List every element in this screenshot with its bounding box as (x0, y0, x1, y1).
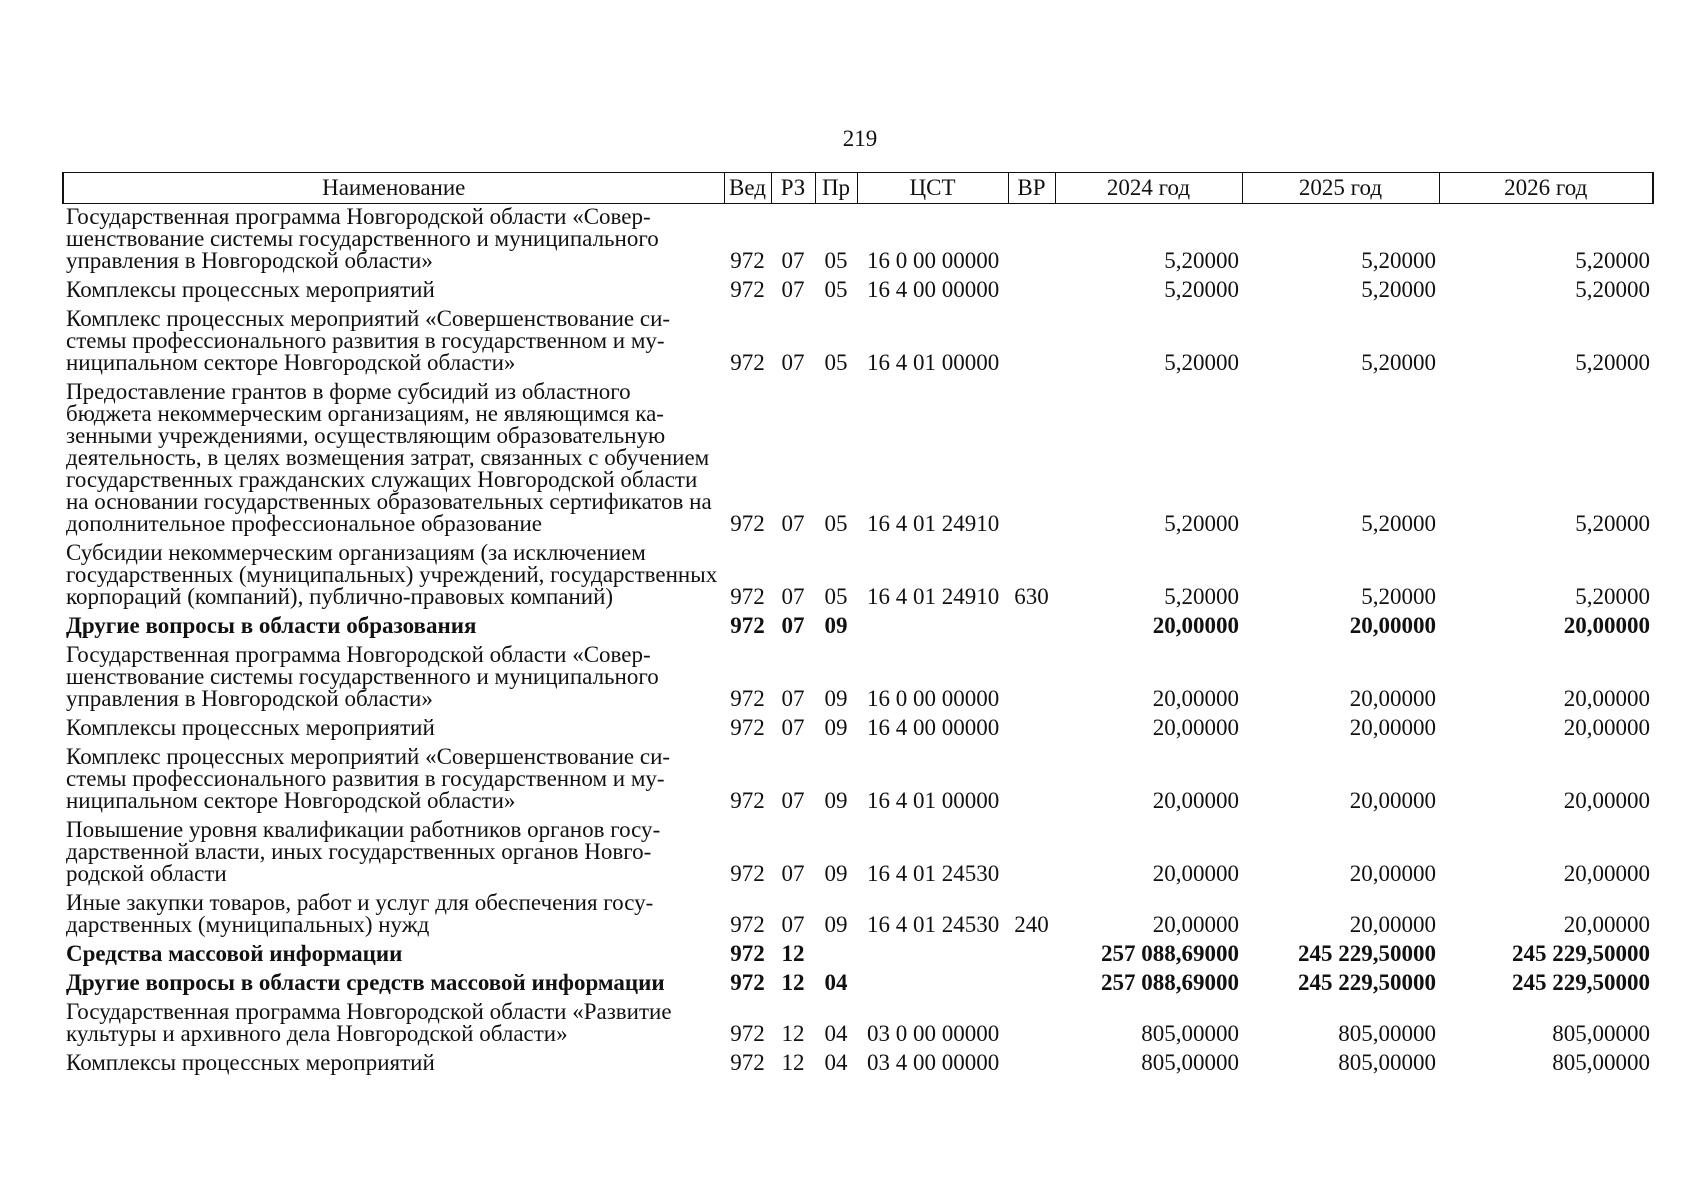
table-row (63, 815, 1653, 888)
cell-2025: 245 229,50000 (1298, 970, 1436, 995)
cell-ved: 972 (730, 1021, 765, 1046)
cell-cst: 16 0 00 00000 (867, 248, 1000, 273)
cell-2024: 20,00000 (1152, 861, 1239, 886)
header-name: Наименование (63, 173, 724, 204)
cell-rz: 12 (781, 970, 805, 995)
cell-2025: 20,00000 (1349, 912, 1436, 937)
cell-pr: 05 (824, 511, 848, 536)
cell-vr (1008, 204, 1055, 276)
cell-vr (1008, 640, 1055, 713)
page-number: 219 (842, 126, 878, 151)
cell-name: Комплексы процессных мероприятий (66, 1050, 435, 1075)
cell-vr (1008, 304, 1055, 377)
table-row (63, 742, 1653, 815)
cell-ved: 972 (730, 584, 765, 609)
cell-ved: 972 (730, 788, 765, 813)
table-row (63, 538, 1653, 611)
cell-2024: 5,20000 (1164, 248, 1239, 273)
cell-ved: 972 (730, 715, 765, 740)
cell-2025: 245 229,50000 (1298, 941, 1436, 966)
cell-pr: 09 (824, 788, 848, 813)
cell-rz: 07 (781, 350, 805, 375)
cell-rz: 07 (781, 715, 805, 740)
cell-cst: 16 4 01 24910 (867, 511, 1000, 536)
cell-ved: 972 (730, 912, 765, 937)
cell-pr: 04 (824, 970, 848, 995)
cell-pr: 09 (824, 861, 848, 886)
cell-2025: 5,20000 (1361, 350, 1436, 375)
cell-rz: 07 (781, 861, 805, 886)
cell-2024: 5,20000 (1164, 350, 1239, 375)
cell-2026: 5,20000 (1575, 350, 1650, 375)
cell-2024: 805,00000 (1141, 1021, 1239, 1046)
cell-name: Предоставление грантов в форме субсидий из областного бюджета некоммерческим организациям, не являющимся казенными учреждениями, осуществляющим образовательную деятельность, в целях возмещения затрат, связанных с обучением государственных гражданских служащих Новгородской области на основании государственных образовательных сертификатов на дополнительное профессиональное образование (66, 379, 712, 536)
cell-cst: 16 4 00 00000 (867, 277, 1000, 302)
header-2025: 2025 год (1242, 173, 1439, 204)
cell-name: Государственная программа Новгородской области «Развитие культуры и архивного дела Новгородской области» (66, 999, 672, 1046)
cell-2026: 5,20000 (1575, 277, 1650, 302)
cell-2026: 20,00000 (1563, 912, 1650, 937)
cell-pr: 05 (824, 584, 848, 609)
cell-name: Комплексы процессных мероприятий (66, 277, 435, 302)
cell-rz: 07 (781, 912, 805, 937)
header-pr: Пр (815, 173, 857, 204)
cell-pr: 09 (824, 613, 848, 638)
table-row (63, 1048, 1653, 1077)
header-rz: РЗ (771, 173, 815, 204)
table-row (63, 304, 1653, 377)
table-row (63, 275, 1653, 304)
cell-vr (1008, 815, 1055, 888)
cell-rz: 07 (781, 788, 805, 813)
cell-cst: 16 4 00 00000 (867, 715, 1000, 740)
cell-name: Комплексы процессных мероприятий (66, 715, 435, 740)
cell-rz: 12 (781, 1021, 805, 1046)
cell-vr (1008, 742, 1055, 815)
cell-pr (815, 939, 857, 968)
cell-name: Иные закупки товаров, работ и услуг для обеспечения государственных (муниципальных) нужд (66, 890, 654, 937)
cell-vr (1008, 939, 1055, 968)
cell-cst: 03 4 00 00000 (867, 1050, 1000, 1075)
cell-rz: 07 (781, 511, 805, 536)
cell-cst: 16 4 01 24530 (867, 861, 1000, 886)
cell-2024: 5,20000 (1164, 277, 1239, 302)
cell-rz: 07 (781, 686, 805, 711)
table-header (63, 173, 1653, 204)
header-vr: ВР (1008, 173, 1055, 204)
cell-pr: 05 (824, 248, 848, 273)
cell-name: Комплекс процессных мероприятий «Совершенствование системы профессионального развития в государственном и муниципальном секторе Новгородской области» (66, 306, 671, 375)
cell-2024: 805,00000 (1141, 1050, 1239, 1075)
cell-name: Повышение уровня квалификации работников органов государственной власти, иных государственных органов Новгородской области (66, 817, 661, 886)
cell-vr (1008, 997, 1055, 1048)
budget-table (62, 172, 1654, 1077)
cell-2024: 5,20000 (1164, 511, 1239, 536)
cell-2025: 805,00000 (1338, 1021, 1436, 1046)
cell-2024: 20,00000 (1152, 912, 1239, 937)
cell-2025: 5,20000 (1361, 248, 1436, 273)
table-row (63, 888, 1653, 939)
cell-cst: 16 0 00 00000 (867, 686, 1000, 711)
cell-vr (1008, 713, 1055, 742)
header-ved: Вед (724, 173, 771, 204)
cell-rz: 07 (781, 584, 805, 609)
cell-ved: 972 (730, 511, 765, 536)
cell-cst: 16 4 01 00000 (867, 350, 1000, 375)
cell-name: Государственная программа Новгородской области «Совершенствование системы государственного и муниципального управления в Новгородской области» (66, 642, 659, 711)
cell-rz: 07 (781, 613, 805, 638)
table-row (63, 939, 1653, 968)
cell-2024: 20,00000 (1152, 686, 1239, 711)
cell-2026: 20,00000 (1563, 715, 1650, 740)
cell-vr: 240 (1014, 912, 1049, 937)
cell-pr: 09 (824, 912, 848, 937)
cell-2026: 20,00000 (1563, 788, 1650, 813)
cell-pr: 05 (824, 350, 848, 375)
cell-2025: 20,00000 (1349, 686, 1436, 711)
cell-name: Другие вопросы в области образования (66, 613, 477, 638)
cell-2026: 5,20000 (1575, 584, 1650, 609)
cell-2026: 20,00000 (1563, 613, 1650, 638)
cell-2026: 805,00000 (1552, 1021, 1650, 1046)
cell-2026: 805,00000 (1552, 1050, 1650, 1075)
cell-ved: 972 (730, 277, 765, 302)
header-row (63, 173, 1653, 204)
header-2026: 2026 год (1439, 173, 1653, 204)
cell-name: Субсидии некоммерческим организациям (за исключением государственных (муниципальных) учреждений, государственных корпораций (компаний), публично-правовых компаний) (66, 540, 718, 609)
cell-ved: 972 (730, 248, 765, 273)
cell-pr: 05 (824, 277, 848, 302)
cell-name: Комплекс процессных мероприятий «Совершенствование системы профессионального развития в государственном и муниципальном секторе Новгородской области» (66, 744, 671, 813)
table-row (63, 204, 1653, 276)
cell-cst (857, 939, 1008, 968)
cell-2026: 5,20000 (1575, 248, 1650, 273)
table-row (63, 640, 1653, 713)
cell-rz: 12 (781, 1050, 805, 1075)
table-row (63, 713, 1653, 742)
cell-2024: 257 088,69000 (1101, 970, 1239, 995)
cell-ved: 972 (730, 350, 765, 375)
header-2024: 2024 год (1055, 173, 1242, 204)
cell-cst (857, 611, 1008, 640)
cell-2024: 20,00000 (1152, 613, 1239, 638)
cell-vr: 630 (1014, 584, 1049, 609)
cell-cst (857, 968, 1008, 997)
cell-pr: 09 (824, 715, 848, 740)
cell-2025: 20,00000 (1349, 861, 1436, 886)
cell-vr (1008, 377, 1055, 538)
cell-rz: 07 (781, 277, 805, 302)
cell-pr: 04 (824, 1021, 848, 1046)
cell-name: Средства массовой информации (66, 941, 403, 966)
cell-cst: 03 0 00 00000 (867, 1021, 1000, 1046)
cell-vr (1008, 275, 1055, 304)
cell-ved: 972 (730, 686, 765, 711)
table-row (63, 377, 1653, 538)
cell-2026: 20,00000 (1563, 861, 1650, 886)
cell-ved: 972 (730, 613, 765, 638)
cell-2025: 20,00000 (1349, 715, 1436, 740)
cell-2025: 5,20000 (1361, 277, 1436, 302)
cell-name: Государственная программа Новгородской области «Совершенствование системы государственного и муниципального управления в Новгородской области» (66, 204, 659, 273)
cell-ved: 972 (730, 941, 765, 966)
cell-2024: 5,20000 (1164, 584, 1239, 609)
cell-cst: 16 4 01 00000 (867, 788, 1000, 813)
cell-cst: 16 4 01 24530 (867, 912, 1000, 937)
cell-ved: 972 (730, 861, 765, 886)
cell-2025: 805,00000 (1338, 1050, 1436, 1075)
header-cst: ЦСТ (857, 173, 1008, 204)
cell-rz: 07 (781, 248, 805, 273)
cell-2024: 20,00000 (1152, 715, 1239, 740)
table-row (63, 611, 1653, 640)
cell-2026: 245 229,50000 (1512, 970, 1650, 995)
cell-2026: 245 229,50000 (1512, 941, 1650, 966)
cell-2025: 20,00000 (1349, 613, 1436, 638)
cell-pr: 04 (824, 1050, 848, 1075)
cell-name: Другие вопросы в области средств массовой информации (66, 970, 665, 995)
cell-2025: 20,00000 (1349, 788, 1436, 813)
cell-cst: 16 4 01 24910 (867, 584, 1000, 609)
cell-2025: 5,20000 (1361, 584, 1436, 609)
table-body (63, 204, 1653, 1078)
cell-pr: 09 (824, 686, 848, 711)
cell-ved: 972 (730, 1050, 765, 1075)
cell-2026: 20,00000 (1563, 686, 1650, 711)
cell-rz: 12 (781, 941, 805, 966)
cell-vr (1008, 1048, 1055, 1077)
table-row (63, 997, 1653, 1048)
cell-vr (1008, 968, 1055, 997)
cell-2024: 20,00000 (1152, 788, 1239, 813)
cell-vr (1008, 611, 1055, 640)
cell-ved: 972 (730, 970, 765, 995)
cell-2025: 5,20000 (1361, 511, 1436, 536)
table-row (63, 968, 1653, 997)
cell-2024: 257 088,69000 (1101, 941, 1239, 966)
cell-2026: 5,20000 (1575, 511, 1650, 536)
